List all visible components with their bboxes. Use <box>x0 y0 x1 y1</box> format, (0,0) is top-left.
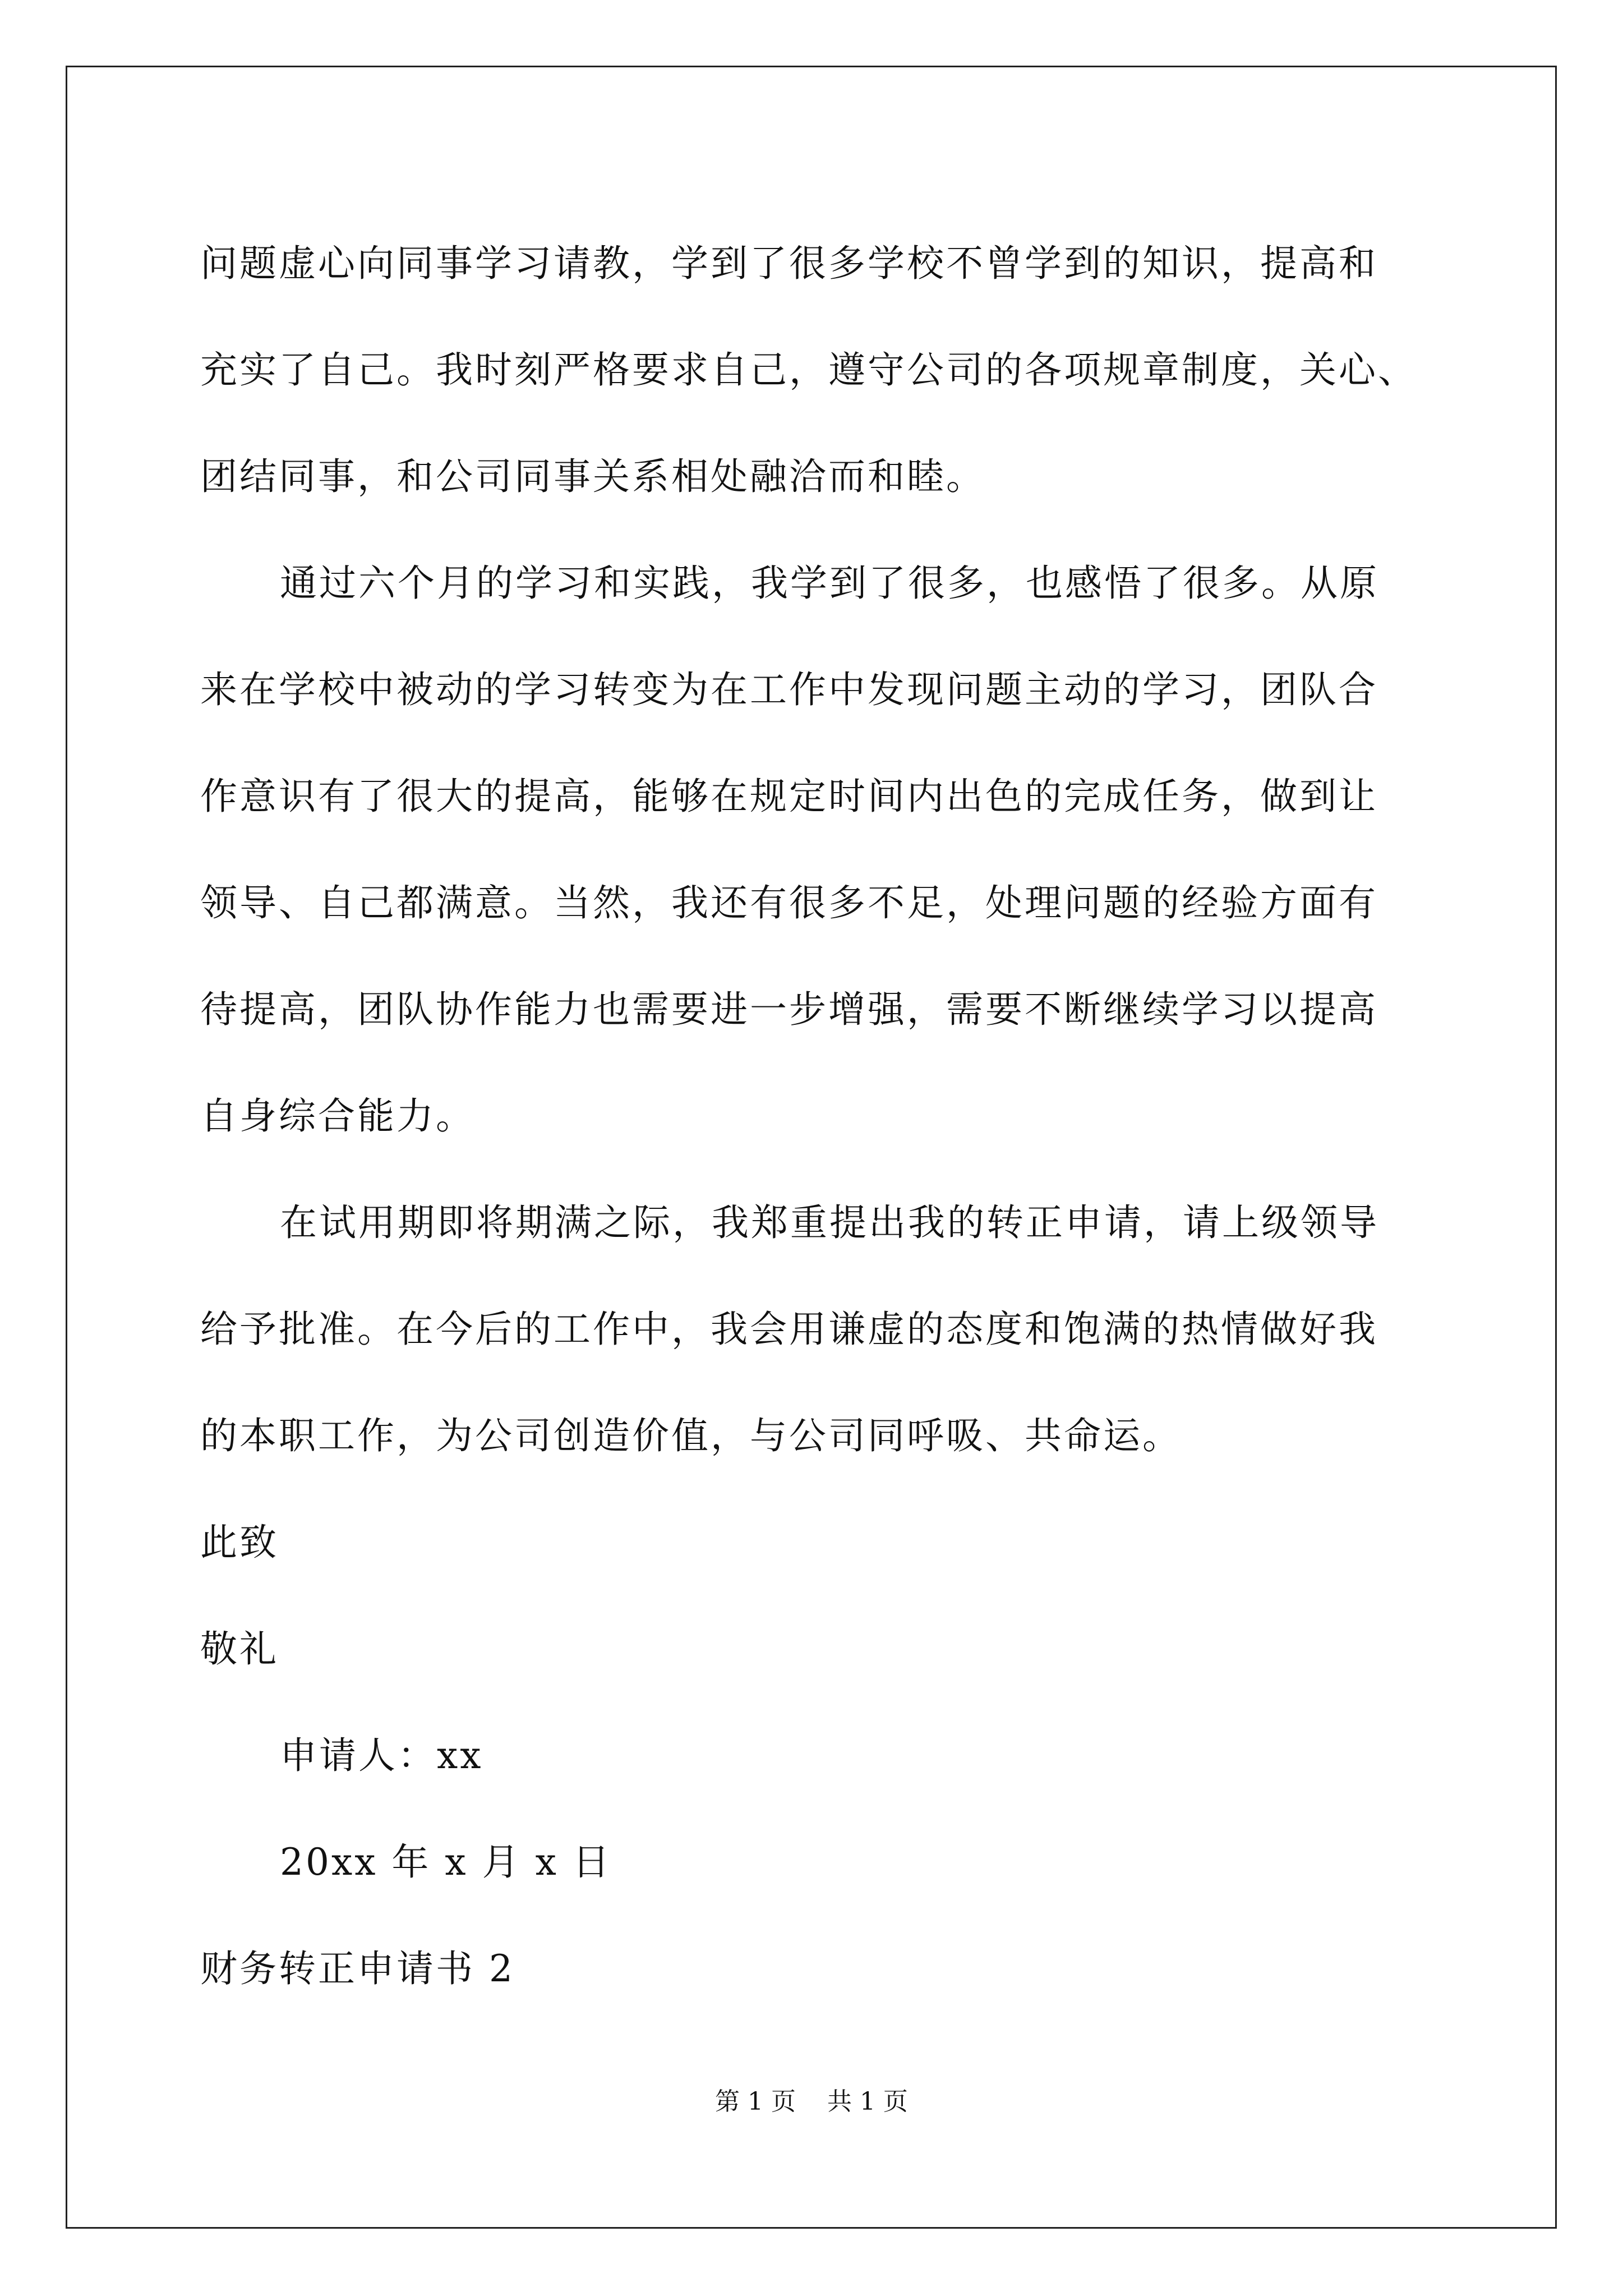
salutation-line: 此致 <box>200 1521 279 1564</box>
document-body <box>200 210 1428 2022</box>
paragraph-line: 待提高，团队协作能力也需要进一步增强，需要不断继续学习以提高 <box>200 988 1378 1031</box>
paragraph-line: 领导、自己都满意。当然，我还有很多不足，处理问题的经验方面有 <box>200 881 1378 924</box>
date-line: 20xx 年 x 月 x 日 <box>280 1841 612 1884</box>
page-number-footer: 第 1 页 共 1 页 <box>715 2087 908 2116</box>
paragraph-line: 通过六个月的学习和实践，我学到了很多，也感悟了很多。从原 <box>280 562 1379 605</box>
paragraph-line: 问题虚心向同事学习请教，学到了很多学校不曾学到的知识，提高和 <box>200 242 1378 285</box>
paragraph-line: 作意识有了很大的提高，能够在规定时间内出色的完成任务，做到让 <box>200 775 1378 818</box>
paragraph-line: 团结同事，和公司同事关系相处融洽而和睦。 <box>200 455 985 498</box>
section-heading: 财务转正申请书 2 <box>200 1947 515 1990</box>
paragraph-line: 充实了自己。我时刻严格要求自己，遵守公司的各项规章制度，关心、 <box>200 348 1417 392</box>
paragraph-line: 来在学校中被动的学习转变为在工作中发现问题主动的学习，团队合 <box>200 668 1378 711</box>
paragraph-line: 给予批准。在今后的工作中，我会用谦虚的态度和饱满的热情做好我 <box>200 1308 1378 1351</box>
closing-line: 敬礼 <box>200 1627 279 1671</box>
paragraph-line: 的本职工作，为公司创造价值，与公司同呼吸、共命运。 <box>200 1414 1182 1457</box>
paragraph-line: 自身综合能力。 <box>200 1094 475 1138</box>
applicant-line: 申请人：xx <box>280 1734 483 1777</box>
paragraph-line: 在试用期即将期满之际，我郑重提出我的转正申请，请上级领导 <box>280 1201 1379 1244</box>
